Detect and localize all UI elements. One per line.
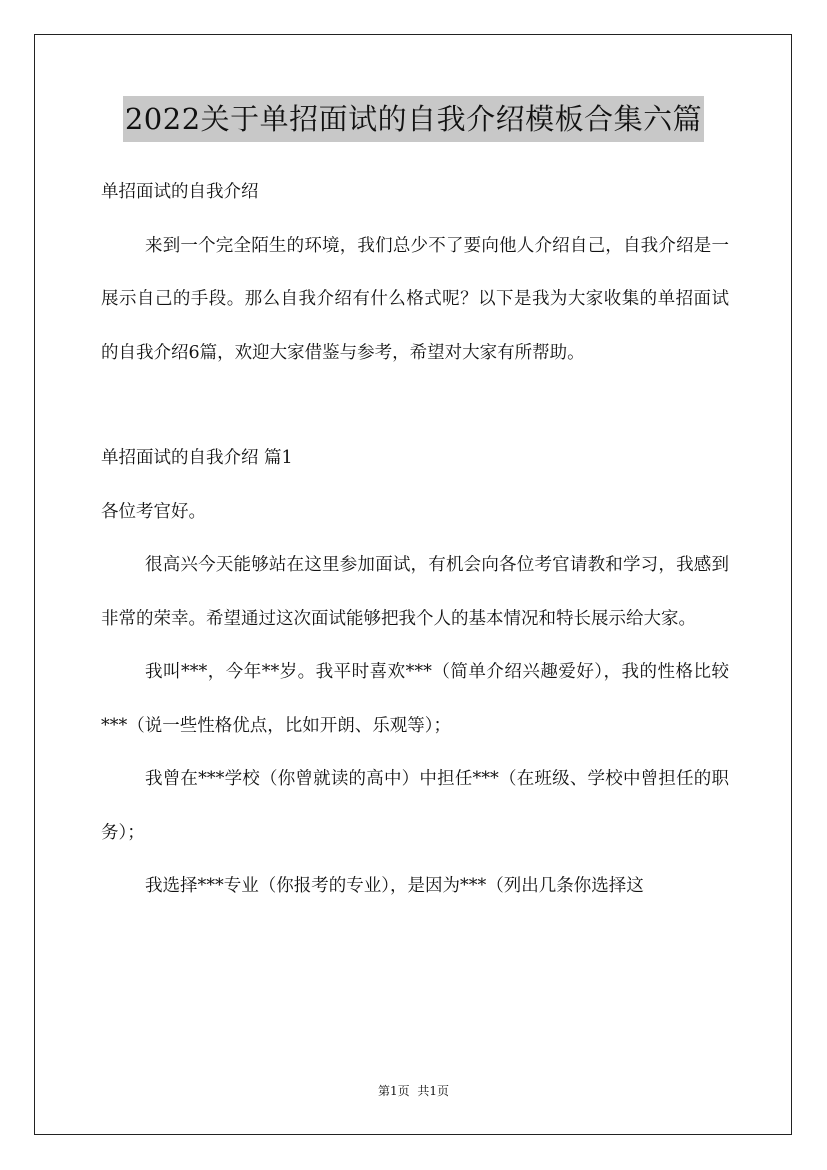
paragraph-gap bbox=[101, 380, 729, 432]
intro-paragraph: 来到一个完全陌生的环境，我们总少不了要向他人介绍自己，自我介绍是一展示自己的手段。那么自我介绍有什么格式呢？以下是我为大家收集的单招面试的自我介绍6篇，欢迎大家借鉴与参考，希望对大家有所帮助。 bbox=[101, 235, 729, 363]
body-paragraph-2: 我叫***，今年**岁。我平时喜欢***（简单介绍兴趣爱好），我的性格比较***（说一些性格优点，比如开朗、乐观等）； bbox=[101, 662, 729, 736]
body-paragraph-1: 很高兴今天能够站在这里参加面试，有机会向各位考官请教和学习，我感到非常的荣幸。希望通过这次面试能够把我个人的基本情况和特长展示给大家。 bbox=[101, 555, 729, 629]
body-paragraph-3: 我曾在***学校（你曾就读的高中）中担任***（在班级、学校中曾担任的职务）； bbox=[101, 769, 729, 843]
page-total: 共1页 bbox=[417, 1084, 449, 1098]
page-number: 第1页 bbox=[378, 1084, 410, 1098]
section-heading: 单招面试的自我介绍 bbox=[101, 182, 259, 202]
document-title: 2022关于单招面试的自我介绍模板合集六篇 bbox=[123, 96, 704, 142]
body-paragraph-4: 我选择***专业（你报考的专业），是因为***（列出几条你选择这 bbox=[145, 876, 644, 896]
document-title-wrap bbox=[0, 96, 827, 142]
article-heading: 单招面试的自我介绍 篇1 bbox=[101, 448, 293, 468]
document-body bbox=[101, 166, 729, 914]
page-footer bbox=[0, 1083, 827, 1099]
greeting: 各位考官好。 bbox=[101, 501, 206, 522]
